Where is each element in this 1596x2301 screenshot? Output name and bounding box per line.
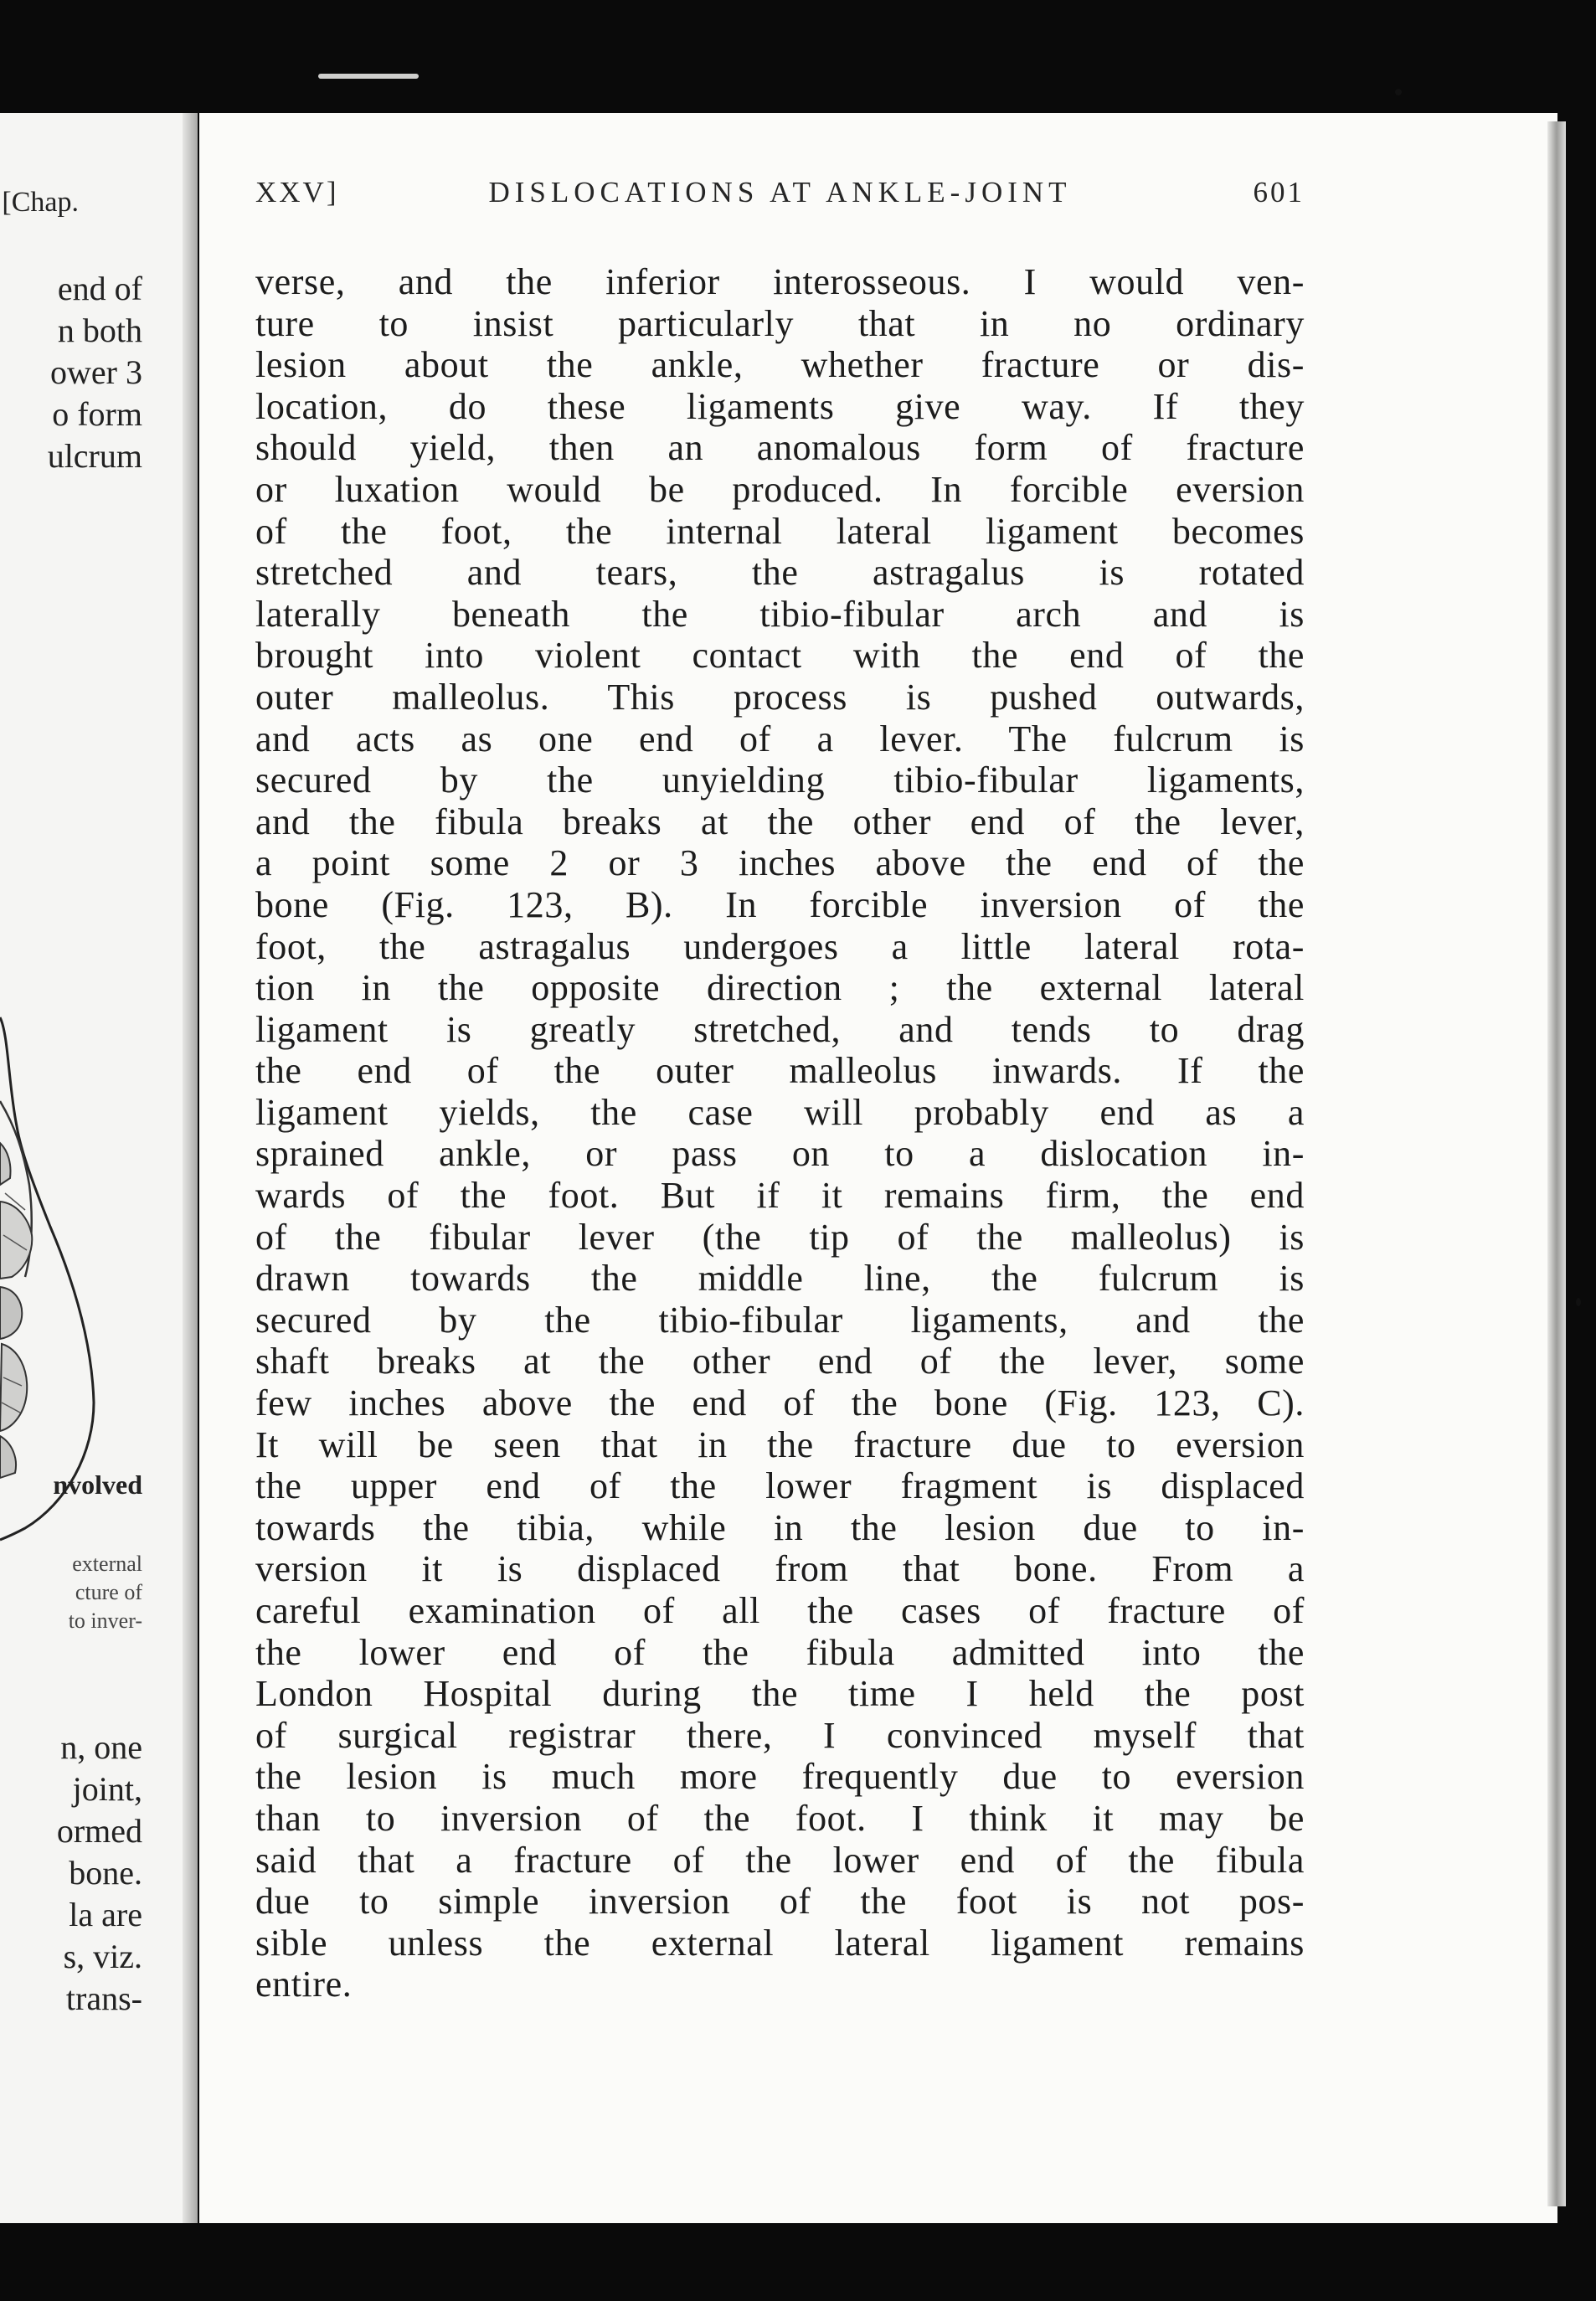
previous-page-line: joint, <box>72 1770 142 1808</box>
previous-page-figure-caption-line: to inver- <box>68 1609 142 1633</box>
text-line: the lesion is much more frequently due to eversion <box>255 1756 1305 1798</box>
previous-page-header-fragment: [Chap. <box>2 187 79 218</box>
previous-page-line: ulcrum <box>47 437 142 475</box>
text-line: foot, the astragalus undergoes a little lateral rota- <box>255 925 1305 967</box>
previous-page-line: n, one <box>60 1728 142 1766</box>
text-line: secured by the tibio-fibular ligaments, and the <box>255 1299 1305 1341</box>
text-line: stretched and tears, the astragalus is rotated <box>255 552 1305 594</box>
text-line: tion in the opposite direction ; the external lateral <box>255 967 1305 1009</box>
text-line: careful examination of all the cases of fracture of <box>255 1590 1305 1631</box>
chapter-number: XXV] <box>255 176 339 208</box>
previous-page-figure-caption-line: external <box>72 1552 142 1576</box>
text-line: shaft breaks at the other end of the lever, some <box>255 1341 1305 1382</box>
text-line: of surgical registrar there, I convinced myself that <box>255 1714 1305 1756</box>
running-title: DISLOCATIONS AT ANKLE-JOINT <box>488 176 1072 208</box>
previous-page-line: end of <box>57 270 142 307</box>
previous-page <box>0 113 189 2223</box>
text-line: wards of the foot. But if it remains firm, the end <box>255 1175 1305 1217</box>
body-paragraph <box>255 261 1305 2005</box>
text-line: a point some 2 or 3 inches above the end of the <box>255 842 1305 884</box>
text-line: entire. <box>255 1964 353 2005</box>
previous-page-line: n both <box>57 311 142 349</box>
text-line: than to inversion of the foot. I think it may be <box>255 1797 1305 1839</box>
text-line: should yield, then an anomalous form of fracture <box>255 427 1305 469</box>
text-line: bone (Fig. 123, B). In forcible inversion of the <box>255 883 1305 925</box>
text-line: verse, and the inferior interosseous. I would ven- <box>255 261 1305 302</box>
text-line: the upper end of the lower fragment is displaced <box>255 1465 1305 1507</box>
scan-speck <box>1395 89 1402 95</box>
page-number: 601 <box>1253 176 1305 208</box>
previous-page-line: la are <box>69 1896 142 1933</box>
previous-page-figure-caption-heading: nvolved <box>53 1470 142 1500</box>
text-line: few inches above the end of the bone (Fig. 123, C). <box>255 1382 1305 1424</box>
text-line: secured by the unyielding tibio-fibular ligaments, <box>255 759 1305 801</box>
previous-page-line: s, viz. <box>63 1938 142 1975</box>
scan-artifact <box>318 74 419 79</box>
text-line: version it is displaced from that bone. From a <box>255 1548 1305 1590</box>
text-line: drawn towards the middle line, the fulcrum is <box>255 1258 1305 1300</box>
text-line: due to simple inversion of the foot is not pos- <box>255 1881 1305 1923</box>
text-line: towards the tibia, while in the lesion due to in- <box>255 1506 1305 1548</box>
text-line: said that a fracture of the lower end of the fibula <box>255 1839 1305 1881</box>
previous-page-line: bone. <box>69 1854 142 1892</box>
previous-page-line: ormed <box>56 1812 142 1850</box>
text-line: lesion about the ankle, whether fracture or dis- <box>255 344 1305 386</box>
text-line: the end of the outer malleolus inwards. If the <box>255 1050 1305 1092</box>
text-line: location, do these ligaments give way. If they <box>255 385 1305 427</box>
text-line: ture to insist particularly that in no ordinary <box>255 302 1305 344</box>
text-line: It will be seen that in the fracture due to eversion <box>255 1423 1305 1465</box>
book-gutter <box>183 113 198 2223</box>
text-line: outer malleolus. This process is pushed outwards, <box>255 676 1305 718</box>
text-line: and the fibula breaks at the other end of the lever, <box>255 800 1305 842</box>
page-edge-shadow <box>1547 121 1566 2206</box>
text-line: sible unless the external lateral ligament remains <box>255 1922 1305 1964</box>
previous-page-line: o form <box>52 395 142 433</box>
text-line: the lower end of the fibula admitted into the <box>255 1631 1305 1673</box>
running-head <box>255 176 1305 226</box>
ankle-illustration <box>0 984 189 1570</box>
text-line: brought into violent contact with the end of the <box>255 635 1305 677</box>
text-line: London Hospital during the time I held the post <box>255 1673 1305 1715</box>
text-line: and acts as one end of a lever. The fulcrum is <box>255 718 1305 759</box>
text-line: ligament yields, the case will probably end as a <box>255 1091 1305 1133</box>
previous-page-line: trans- <box>65 1979 142 2017</box>
text-line: or luxation would be produced. In forcible eversion <box>255 468 1305 510</box>
text-line: sprained ankle, or pass on to a dislocation in- <box>255 1133 1305 1175</box>
previous-page-line: ower 3 <box>50 353 142 391</box>
text-line: of the foot, the internal lateral ligament becomes <box>255 510 1305 552</box>
text-line: ligament is greatly stretched, and tends to drag <box>255 1008 1305 1050</box>
text-line: of the fibular lever (the tip of the malleolus) is <box>255 1216 1305 1258</box>
text-line: laterally beneath the tibio-fibular arch and is <box>255 593 1305 635</box>
previous-page-figure-caption-line: cture of <box>75 1580 142 1604</box>
scan-speck <box>1576 1298 1581 1306</box>
